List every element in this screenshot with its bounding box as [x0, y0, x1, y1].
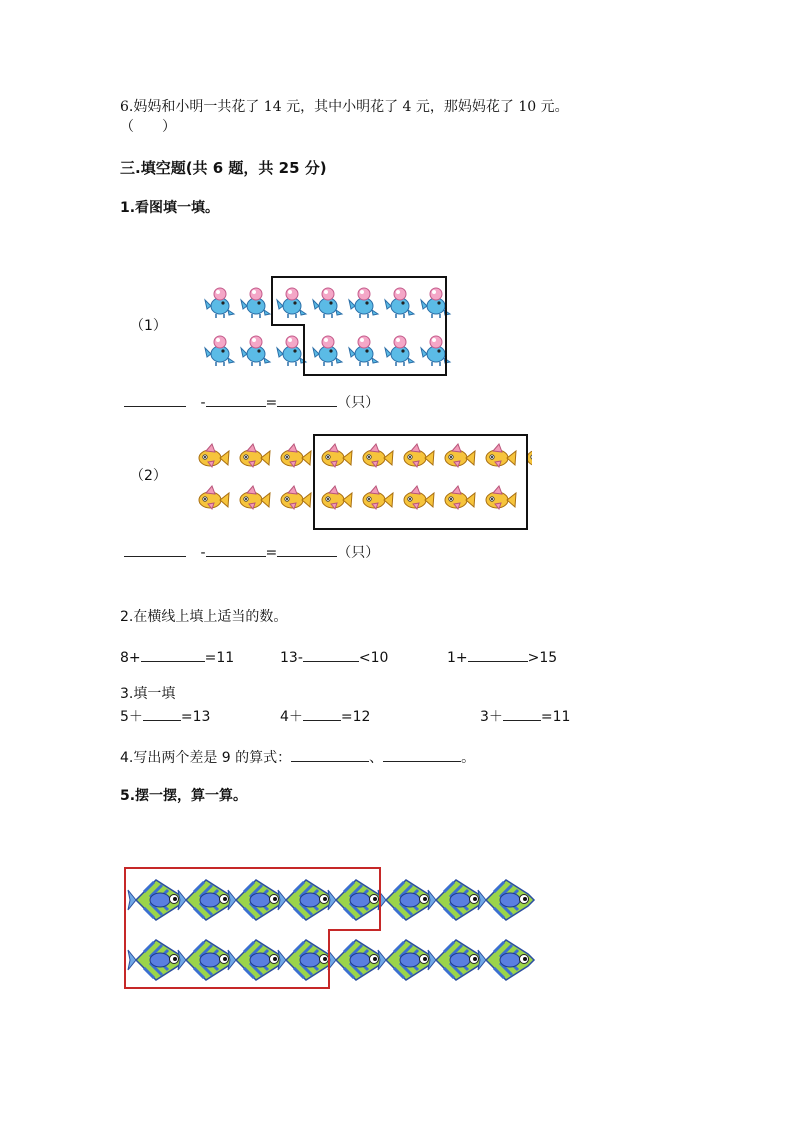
yellow-fish-10: [199, 486, 229, 509]
yellow-fish-2: [240, 444, 270, 467]
q1-part2-label: （2）: [130, 468, 167, 484]
q2-expr-2: 13- <10: [280, 647, 388, 667]
yellow-fish-11: [240, 486, 270, 509]
yellow-fish-1: [199, 444, 229, 467]
angelfish-7: [428, 880, 484, 920]
blank[interactable]: [468, 647, 528, 662]
blank-subtrahend[interactable]: [206, 542, 266, 557]
angelfish-14: [378, 940, 434, 980]
blank-formula-2[interactable]: [383, 747, 461, 762]
bird-2: [241, 288, 270, 318]
minus-sign: -: [200, 395, 206, 411]
angelfish-6: [378, 880, 434, 920]
blank-result[interactable]: [277, 542, 337, 557]
q1-title: 1.看图填一填。: [120, 200, 220, 216]
yellow-fish-12: [281, 486, 311, 509]
blank-minuend[interactable]: [124, 392, 186, 407]
yellow-fish-group-frame: [313, 434, 528, 530]
q2-title: 2.在横线上填上适当的数。: [120, 609, 288, 625]
yellow-fish-3: [281, 444, 311, 467]
bird-9: [241, 336, 270, 366]
q3-expr-3: 3＋ =11: [480, 706, 570, 726]
q2-expr-1: 8+ =11: [120, 647, 234, 667]
angelfish-15: [428, 940, 484, 980]
q6-statement: 6.妈妈和小明一共花了 14 元，其中小明花了 4 元，那妈妈花了 10 元。: [120, 99, 569, 115]
bird-1: [205, 288, 234, 318]
equals-sign: =: [265, 545, 278, 561]
unit-label: （只）: [337, 545, 380, 561]
blank[interactable]: [303, 706, 341, 721]
blank[interactable]: [141, 647, 205, 662]
q1-part2-formula: [124, 542, 379, 562]
bird-group-frame: [271, 276, 444, 372]
q1-part1-formula: [124, 392, 379, 412]
q3-expr-2: 4＋ =12: [280, 706, 370, 726]
q3-title: 3.填一填: [120, 686, 176, 702]
bird-8: [205, 336, 234, 366]
q4-line: 4.写出两个差是 9 的算式： 、 。: [120, 747, 475, 767]
blank[interactable]: [303, 647, 359, 662]
q2-expr-3: 1+ >15: [447, 647, 557, 667]
angelfish-8: [478, 880, 534, 920]
q5-title: 5.摆一摆，算一算。: [120, 788, 248, 804]
blank[interactable]: [143, 706, 181, 721]
q6-answer-paren[interactable]: （ ）: [120, 119, 176, 135]
angelfish-group-frame: [124, 867, 384, 991]
equals-sign: =: [265, 395, 278, 411]
minus-sign: -: [200, 545, 206, 561]
unit-label: （只）: [337, 395, 380, 411]
blank-formula-1[interactable]: [291, 747, 369, 762]
blank[interactable]: [503, 706, 541, 721]
q4-prefix: 4.写出两个差是 9 的算式：: [120, 750, 292, 766]
blank-result[interactable]: [277, 392, 337, 407]
q1-part1-label: （1）: [130, 318, 167, 334]
angelfish-16: [478, 940, 534, 980]
q3-expr-1: 5＋ =13: [120, 706, 210, 726]
section-heading: 三.填空题(共 6 题，共 25 分): [120, 159, 327, 177]
blank-subtrahend[interactable]: [206, 392, 266, 407]
blank-minuend[interactable]: [124, 542, 186, 557]
